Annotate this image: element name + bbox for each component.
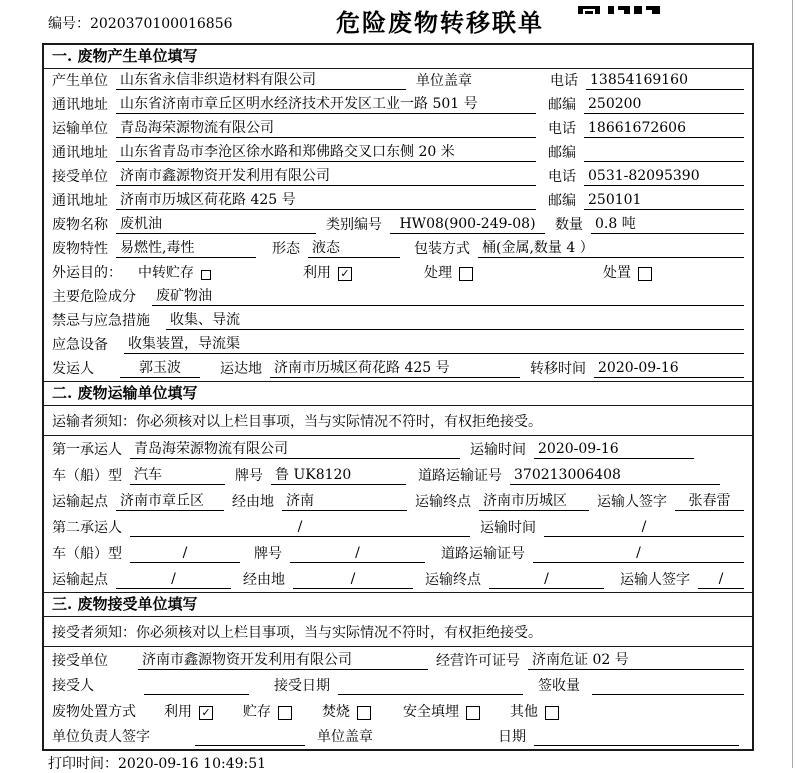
field-value: 废矿物油 — [152, 288, 744, 306]
field-label: 运输终点 — [415, 494, 471, 510]
field-label: 邮编 — [548, 145, 576, 161]
field-label: 运输人签字 — [597, 494, 667, 510]
checkbox-empty-icon — [545, 706, 559, 720]
field-value: 250101 — [584, 192, 744, 210]
checkbox-empty-icon — [201, 270, 211, 280]
checkbox-item — [403, 704, 480, 721]
field-value: 济南危证 02 号 — [528, 652, 744, 670]
field-label: 牌号 — [235, 468, 263, 484]
field-value: 收集、导流 — [166, 312, 744, 330]
form-row — [44, 488, 752, 514]
checkbox-item — [322, 704, 371, 721]
field-label: 主要危险成分 — [52, 289, 136, 305]
field-value: / — [489, 571, 604, 589]
field-label: 发运人 — [52, 361, 94, 377]
section-header: 三. 废物接受单位填写 — [44, 593, 752, 617]
field-value — [584, 161, 744, 162]
field-label: 车（船）型 — [52, 468, 122, 484]
field-value: 山东省济南市章丘区明水经济技术开发区工业一路 501 号 — [116, 96, 536, 114]
field-label: 运达地 — [220, 361, 262, 377]
form-row — [44, 540, 752, 566]
field-label: 形态 — [272, 241, 300, 257]
form-row — [44, 237, 752, 261]
field-value: / — [293, 571, 413, 589]
field-value — [592, 694, 744, 695]
field-value: 2020-09-16 — [594, 360, 744, 378]
field-label: 道路运输证号 — [441, 546, 525, 562]
field-value: 汽车 — [130, 467, 225, 485]
field-label: 电话 — [550, 73, 578, 89]
field-value: 济南市鑫源物资开发利用有限公司 — [138, 652, 428, 670]
form-row — [44, 436, 752, 462]
field-value: 2020-09-16 — [534, 441, 694, 459]
serial-number — [48, 13, 233, 33]
field-label: 车（船）型 — [52, 546, 122, 562]
print-time — [48, 753, 266, 773]
field-label: 牌号 — [254, 546, 282, 562]
document-header — [0, 0, 796, 43]
form-row — [44, 213, 752, 237]
field-value: 250200 — [584, 96, 744, 114]
field-value: 370213006408 — [510, 467, 720, 485]
field-label: 邮编 — [548, 193, 576, 209]
field-label: 第二承运人 — [52, 520, 122, 536]
form-row — [44, 141, 752, 165]
field-label: 通讯地址 — [52, 193, 108, 209]
checkbox-label: 利用 — [164, 703, 192, 720]
field-label: 运输起点 — [52, 572, 108, 588]
form-row — [44, 357, 752, 381]
form-row — [44, 69, 752, 93]
field-label: 数量 — [555, 217, 583, 233]
field-value: 济南市历城区荷花路 425 号 — [116, 192, 536, 210]
field-value: 鲁 UK8120 — [271, 467, 406, 485]
form-row — [44, 117, 752, 141]
field-value: 山东省青岛市李沧区徐水路和郑佛路交叉口东侧 20 米 — [116, 144, 536, 162]
field-value: / — [130, 545, 240, 563]
print-time-label: 打印时间： — [48, 756, 118, 772]
field-value: 0.8 吨 — [591, 216, 744, 234]
form-row — [44, 333, 752, 357]
field-value: 济南 — [282, 493, 407, 511]
checkbox-empty-icon — [278, 706, 292, 720]
field-label: 单位盖章 — [317, 729, 373, 745]
field-label: 应急设备 — [52, 337, 108, 353]
field-label: 接受单位 — [52, 169, 108, 185]
page-title: 危险废物转移联单 — [336, 8, 544, 37]
form-row — [44, 647, 752, 673]
field-value: 废机油 — [116, 216, 316, 234]
checkbox-label: 其他 — [510, 703, 538, 720]
field-value: 青岛海荣源物流有限公司 — [130, 441, 460, 459]
field-value: 0531-82095390 — [584, 168, 744, 186]
checkbox-label: 利用 — [303, 265, 331, 281]
field-value: / — [290, 545, 425, 563]
window-edge-line — [792, 0, 793, 768]
checkbox-label: 处理 — [424, 265, 452, 281]
field-label: 外运目的： — [52, 265, 122, 281]
field-label: 废物处置方式 — [52, 703, 136, 720]
field-label: 邮编 — [548, 97, 576, 113]
serial-value: 2020370100016856 — [90, 16, 233, 32]
checkbox-item — [138, 265, 211, 282]
section-note: 接受者须知：你必须核对以上栏目事项，当与实际情况不符时，有权拒绝接受。 — [44, 617, 752, 647]
form-section — [44, 45, 752, 381]
field-label: 单位盖章 — [416, 73, 472, 89]
field-label: 运输人签字 — [620, 572, 690, 588]
field-value: 青岛海荣源物流有限公司 — [116, 120, 536, 138]
field-label: 经由地 — [232, 494, 274, 510]
field-value: 易燃性,毒性 — [116, 240, 256, 258]
checkbox-item — [603, 265, 652, 282]
checkbox-checked-icon: ✓ — [338, 267, 352, 281]
field-value: 郭玉波 — [120, 360, 200, 378]
field-label: 电话 — [548, 169, 576, 185]
field-label: 接受人 — [52, 678, 94, 694]
field-value: 收集装置，导流渠 — [124, 336, 744, 354]
form-row — [44, 462, 752, 488]
form-row — [44, 285, 752, 309]
field-label: 签收量 — [538, 678, 580, 694]
form-row — [44, 673, 752, 699]
field-value: 济南市历城区荷花路 425 号 — [270, 360, 520, 378]
checkbox-item — [164, 704, 213, 721]
field-value: HW08(900-249-08) — [390, 216, 545, 234]
checkbox-label: 安全填埋 — [403, 703, 459, 720]
field-value: 桶(金属,数量 4 ） — [478, 240, 744, 258]
field-label: 单位负责人签字 — [52, 729, 150, 745]
checkbox-empty-icon — [357, 706, 371, 720]
field-label: 经营许可证号 — [436, 652, 520, 669]
field-label: 通讯地址 — [52, 145, 108, 161]
field-label: 接受日期 — [274, 678, 330, 694]
field-value — [534, 745, 739, 746]
qr-code-icon — [578, 0, 662, 19]
field-label: 第一承运人 — [52, 442, 122, 458]
field-label: 转移时间 — [530, 361, 586, 377]
checkbox-label: 中转贮存 — [138, 265, 194, 281]
field-label: 运输起点 — [52, 494, 108, 510]
field-value: / — [698, 571, 744, 589]
field-label: 经由地 — [243, 572, 285, 588]
form-table — [42, 43, 754, 751]
field-value: / — [533, 545, 744, 563]
print-time-value: 2020-09-16 10:49:51 — [118, 756, 267, 772]
section-header: 一. 废物产生单位填写 — [44, 45, 752, 69]
field-value: 张春雷 — [675, 493, 744, 511]
checkbox-empty-icon — [638, 267, 652, 281]
form-section — [44, 381, 752, 592]
checkbox-item — [303, 265, 352, 282]
form-row — [44, 724, 752, 750]
field-label: 电话 — [548, 121, 576, 137]
field-label: 运输时间 — [480, 520, 536, 536]
checkbox-label: 贮存 — [243, 703, 271, 720]
field-label: 废物名称 — [52, 217, 108, 233]
checkbox-label: 处置 — [603, 265, 631, 281]
field-value: / — [116, 571, 231, 589]
field-value: 液态 — [308, 240, 400, 258]
field-label: 通讯地址 — [52, 97, 108, 113]
field-value: 济南市鑫源物资开发利用有限公司 — [116, 168, 536, 186]
checkbox-empty-icon — [466, 706, 480, 720]
form-row — [44, 309, 752, 333]
field-value — [144, 694, 249, 695]
field-label: 接受单位 — [52, 652, 108, 669]
field-value: 山东省永信非织造材料有限公司 — [116, 72, 406, 90]
field-value: 18661672606 — [584, 120, 744, 138]
checkbox-label: 焚烧 — [322, 703, 350, 720]
field-label: 运输时间 — [470, 442, 526, 458]
checkbox-checked-icon: ✓ — [199, 706, 213, 720]
field-value: 13854169160 — [586, 72, 744, 90]
field-value — [338, 694, 523, 695]
section-header: 二. 废物运输单位填写 — [44, 382, 752, 406]
form-row — [44, 189, 752, 213]
field-value: / — [130, 519, 470, 537]
field-label: 产生单位 — [52, 73, 108, 89]
form-section — [44, 592, 752, 749]
form-row — [44, 566, 752, 592]
field-value: / — [544, 519, 744, 537]
field-label: 废物特性 — [52, 241, 108, 257]
field-label: 禁忌与应急措施 — [52, 313, 150, 329]
field-label: 道路运输证号 — [418, 468, 502, 484]
checkbox-item — [243, 704, 292, 721]
form-row — [44, 698, 752, 724]
checkbox-empty-icon — [459, 267, 473, 281]
checkbox-item — [510, 704, 559, 721]
field-label: 运输单位 — [52, 121, 108, 137]
section-note: 运输者须知：你必须核对以上栏目事项，当与实际情况不符时，有权拒绝接受。 — [44, 406, 752, 436]
form-row — [44, 93, 752, 117]
field-value: 济南市历城区 — [479, 493, 589, 511]
field-label: 运输终点 — [425, 572, 481, 588]
form-row — [44, 514, 752, 540]
field-label: 日期 — [498, 729, 526, 745]
form-row — [44, 261, 752, 285]
checkbox-item — [424, 265, 473, 282]
serial-label: 编号： — [48, 16, 90, 32]
field-label: 类别编号 — [326, 217, 382, 233]
form-row — [44, 165, 752, 189]
field-value: 济南市章丘区 — [116, 493, 224, 511]
field-label: 包装方式 — [414, 241, 470, 257]
field-value — [195, 745, 305, 746]
